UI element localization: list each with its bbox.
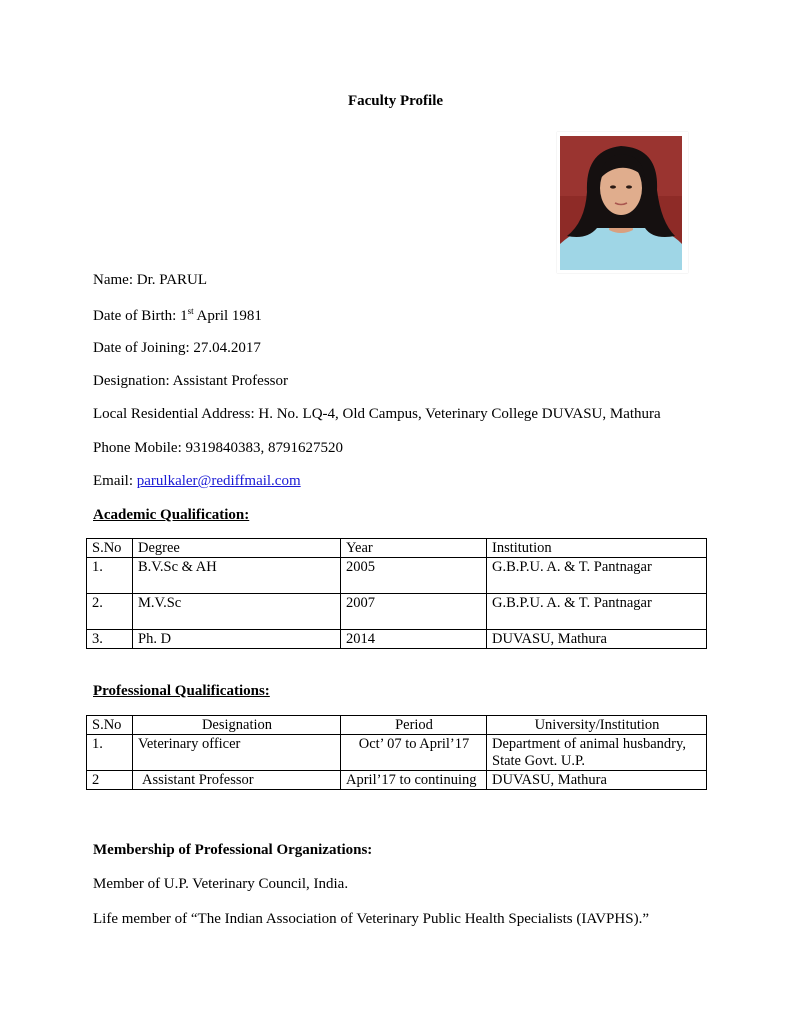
email-field [93,473,301,490]
table-cell: 2007 [341,594,487,630]
email-label: Email: [93,473,137,489]
table-row [87,558,707,594]
professional-heading: Professional Qualifications: [93,683,270,699]
table-cell: Ph. D [133,630,341,649]
dob-suffix: April 1981 [193,308,262,324]
table-row [87,735,707,771]
table-header: Year [341,539,487,558]
membership-heading: Membership of Professional Organizations: [93,842,373,858]
dob-prefix: Date of Birth: 1 [93,308,188,324]
name-field: Name: Dr. PARUL [93,272,208,288]
table-cell: Oct’ 07 to April’17 [341,735,487,771]
table-row [87,771,707,790]
table-cell: 3. [87,630,133,649]
table-cell: G.B.P.U. A. & T. Pantnagar [487,558,707,594]
table-cell: Department of animal husbandry, State Govt. U.P. [487,735,707,771]
table-cell: Veterinary officer [133,735,341,771]
table-header-row [87,716,707,735]
membership-item: Life member of “The Indian Association of Veterinary Public Health Specialists (IAVPHS).” [93,911,649,927]
table-header: S.No [87,539,133,558]
table-cell: 2. [87,594,133,630]
academic-heading: Academic Qualification: [93,507,250,523]
table-header: University/Institution [487,716,707,735]
table-cell: G.B.P.U. A. & T. Pantnagar [487,594,707,630]
table-cell: April’17 to continuing [341,771,487,790]
designation-field: Designation: Assistant Professor [93,373,288,389]
table-header: Institution [487,539,707,558]
doj-field: Date of Joining: 27.04.2017 [93,340,261,356]
table-cell: Assistant Professor [133,771,341,790]
table-header: Degree [133,539,341,558]
table-cell: 1. [87,558,133,594]
table-cell: 2005 [341,558,487,594]
table-cell: 2 [87,771,133,790]
table-cell: M.V.Sc [133,594,341,630]
table-cell: B.V.Sc & AH [133,558,341,594]
email-link[interactable]: parulkaler@rediffmail.com [136,473,301,489]
page-title: Faculty Profile [347,93,444,109]
address-field: Local Residential Address: H. No. LQ-4, Old Campus, Veterinary College DUVASU, Mathura [93,406,661,422]
dob-field [93,306,262,325]
academic-table [86,538,707,649]
professional-table [86,715,707,790]
table-row [87,594,707,630]
table-header-row [87,539,707,558]
table-header: S.No [87,716,133,735]
table-cell: DUVASU, Mathura [487,771,707,790]
table-cell: 1. [87,735,133,771]
table-cell: DUVASU, Mathura [487,630,707,649]
table-header: Period [341,716,487,735]
membership-item: Member of U.P. Veterinary Council, India. [93,876,349,892]
profile-photo [557,132,688,273]
phone-field: Phone Mobile: 9319840383, 8791627520 [93,440,343,456]
dob-superscript: st [187,306,194,316]
table-row [87,630,707,649]
table-cell: 2014 [341,630,487,649]
table-header: Designation [133,716,341,735]
